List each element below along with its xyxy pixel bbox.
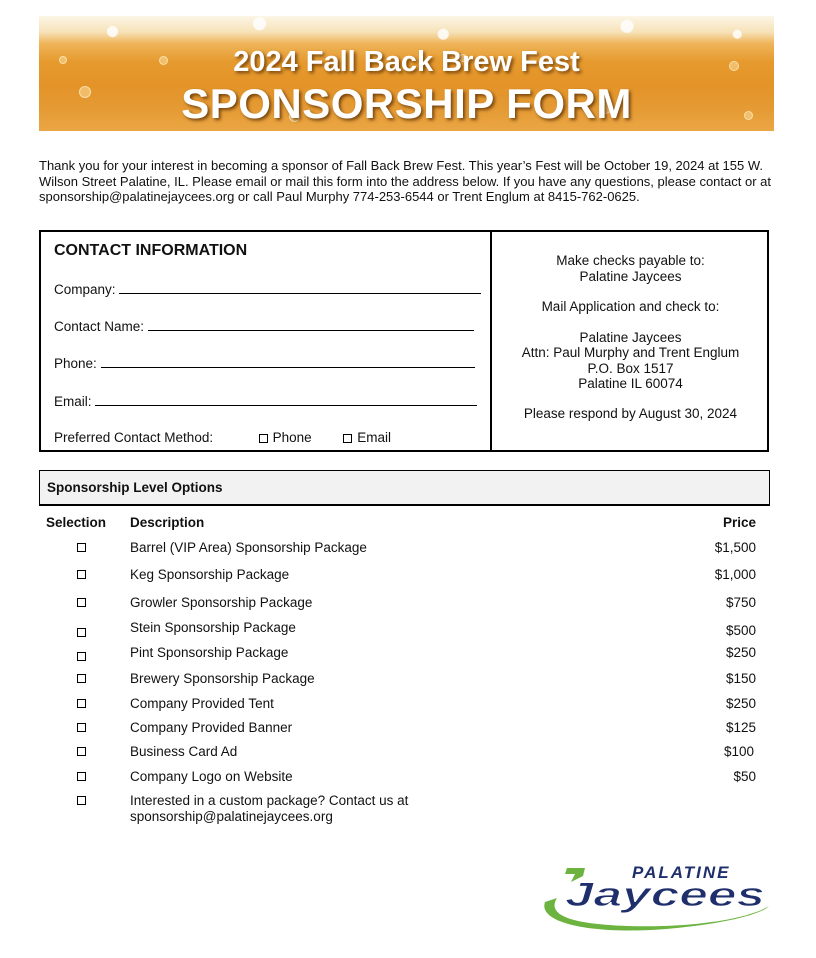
- package-description: Brewery Sponsorship Package: [130, 671, 315, 686]
- contact-section: [39, 230, 769, 452]
- phone-option-label: Phone: [272, 430, 312, 445]
- company-label: Company:: [54, 282, 116, 297]
- select-checkbox[interactable]: [77, 598, 86, 607]
- col-price: Price: [722, 515, 756, 530]
- select-checkbox[interactable]: [77, 723, 86, 732]
- package-description: Pint Sponsorship Package: [130, 645, 289, 660]
- sponsorship-levels-title: Sponsorship Level Options: [47, 480, 223, 495]
- email-option-label: Email: [357, 430, 391, 445]
- package-price: $50: [733, 769, 756, 784]
- mailing-info: [492, 232, 769, 450]
- package-price: $250: [725, 645, 756, 660]
- col-description: Description: [130, 515, 205, 530]
- package-description: Keg Sponsorship Package: [130, 567, 290, 582]
- select-checkbox[interactable]: [77, 628, 86, 637]
- package-price: $750: [725, 595, 756, 610]
- package-price: $250: [725, 696, 756, 711]
- palatine-jaycees-logo: [537, 862, 772, 934]
- package-price: $1,000: [714, 567, 756, 582]
- package-description: Business Card Ad: [130, 744, 238, 759]
- email-field[interactable]: [54, 394, 477, 409]
- contact-name-field[interactable]: [54, 319, 474, 334]
- mail-line: Mail Application and check to:: [541, 299, 720, 314]
- header-banner: [39, 16, 774, 131]
- select-checkbox[interactable]: [77, 772, 86, 781]
- contact-information: [41, 232, 492, 450]
- package-price: $100: [723, 744, 754, 759]
- select-checkbox[interactable]: [77, 543, 86, 552]
- col-selection: Selection: [46, 515, 107, 530]
- package-description: Company Logo on Website: [130, 769, 293, 784]
- email-checkbox[interactable]: [343, 434, 352, 443]
- select-checkbox[interactable]: [77, 652, 86, 661]
- package-description: Company Provided Banner: [130, 720, 293, 735]
- custom-package-text: [130, 793, 408, 824]
- payable-line-2: Palatine Jaycees: [579, 268, 682, 284]
- phone-label: Phone:: [54, 356, 97, 371]
- logo-top-text: PALATINE: [632, 863, 731, 882]
- package-description: Barrel (VIP Area) Sponsorship Package: [130, 540, 367, 555]
- payable-line-1: Make checks payable to:: [556, 253, 705, 268]
- beer-foam: [39, 16, 774, 42]
- address-line-3: P.O. Box 1517: [587, 360, 674, 376]
- phone-checkbox[interactable]: [259, 434, 268, 443]
- sponsorship-levels-header: [39, 470, 770, 506]
- select-checkbox[interactable]: [77, 699, 86, 708]
- email-label: Email:: [54, 394, 92, 409]
- package-price: $150: [725, 671, 756, 686]
- company-field[interactable]: [54, 282, 481, 297]
- select-checkbox[interactable]: [77, 570, 86, 579]
- package-price: $125: [725, 720, 756, 735]
- address-line-2: Attn: Paul Murphy and Trent Englum: [521, 345, 740, 360]
- contact-name-label: Contact Name:: [54, 319, 145, 334]
- phone-field[interactable]: [54, 356, 475, 371]
- package-price: $500: [725, 623, 756, 638]
- package-description: Stein Sponsorship Package: [130, 620, 296, 635]
- custom-line-1: Interested in a custom package? Contact us at: [130, 793, 409, 808]
- package-description: Growler Sponsorship Package: [130, 595, 313, 610]
- package-price: $1,500: [714, 540, 756, 555]
- select-checkbox[interactable]: [77, 674, 86, 683]
- preferred-label: Preferred Contact Method:: [54, 430, 214, 445]
- address-line-1: Palatine Jaycees: [579, 329, 682, 345]
- package-description: Company Provided Tent: [130, 696, 274, 711]
- respond-by: Please respond by August 30, 2024: [523, 405, 738, 421]
- address-line-4: Palatine IL 60074: [578, 376, 683, 391]
- logo-graphic: [537, 862, 772, 934]
- banner-subtitle: SPONSORSHIP FORM: [181, 80, 632, 127]
- custom-email[interactable]: sponsorship@palatinejaycees.org: [130, 808, 333, 824]
- banner-title: 2024 Fall Back Brew Fest: [233, 46, 580, 78]
- logo-main-text: Jaycees: [565, 876, 765, 914]
- preferred-contact-method: [54, 430, 391, 445]
- select-checkbox[interactable]: [77, 747, 86, 756]
- contact-heading: CONTACT INFORMATION: [54, 242, 248, 259]
- select-checkbox[interactable]: [77, 796, 86, 805]
- intro-paragraph: Thank you for your interest in becoming a sponsor of Fall Back Brew Fest. This year’s Fest will be October 19, 2024 at 155 W. Wilson Street Palatine, IL. Please email or mail this form into the address below. If you have any questions, please contact or at sponsorship@palatinejaycees.org or call Paul Murphy 774-253-6544 or Trent Englum at 8415-762-0625.: [39, 158, 771, 204]
